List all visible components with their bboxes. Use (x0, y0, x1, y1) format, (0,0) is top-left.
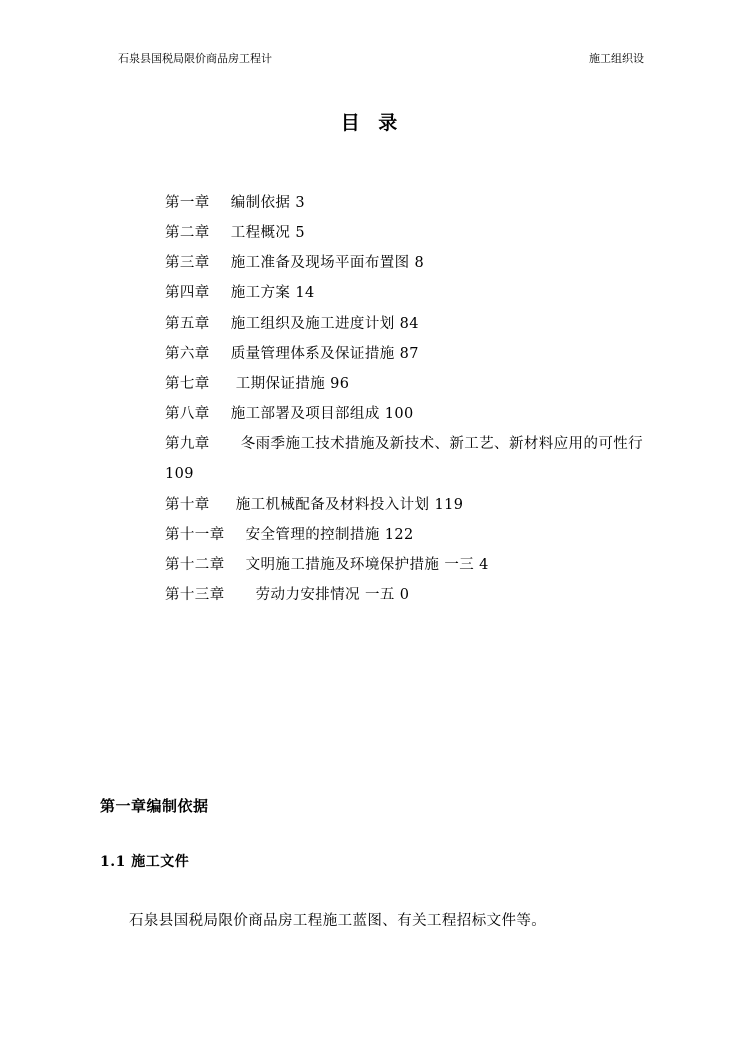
toc-chapter-label: 质量管理体系及保证措施 (230, 345, 395, 362)
toc-chapter-number: 第十三章 (165, 587, 225, 604)
toc-chapter-number: 第十一章 (165, 526, 225, 543)
toc-chapter-label: 施工方案 (230, 285, 291, 302)
toc-page-number: 14 (295, 285, 315, 302)
toc-entry[interactable] (165, 429, 665, 489)
toc-chapter-number: 第九章 (165, 436, 210, 453)
toc-chapter-label: 冬雨季施工技术措施及新技术、新工艺、新材料应用的可性行 (240, 436, 644, 453)
toc-entry[interactable] (165, 520, 665, 550)
toc-chapter-number: 第十二章 (165, 556, 225, 573)
toc-chapter-number: 第二章 (165, 225, 210, 242)
table-of-contents (165, 188, 665, 610)
chapter-1-heading: 第一章编制依据 (100, 797, 209, 815)
toc-chapter-label: 施工部署及项目部组成 (230, 406, 380, 423)
toc-entry[interactable] (165, 490, 665, 520)
toc-entry[interactable] (165, 399, 665, 429)
header-left-text: 石泉县国税局限价商品房工程计 (118, 52, 272, 65)
toc-chapter-label: 工程概况 (230, 225, 291, 242)
toc-chapter-label: 施工组织及施工进度计划 (230, 315, 395, 332)
toc-chapter-number: 第十章 (165, 496, 210, 513)
toc-chapter-number: 第五章 (165, 315, 210, 332)
toc-chapter-label: 工期保证措施 (235, 375, 326, 392)
toc-entry[interactable] (165, 248, 665, 278)
toc-page-number: 119 (434, 496, 464, 513)
toc-entry[interactable] (165, 188, 665, 218)
toc-chapter-label: 施工机械配备及材料投入计划 (235, 496, 430, 513)
toc-page-number: 84 (399, 315, 419, 332)
toc-entry[interactable] (165, 309, 665, 339)
toc-chapter-number: 第一章 (165, 195, 210, 211)
toc-chapter-label: 编制依据 (230, 195, 291, 211)
toc-chapter-label: 文明施工措施及环境保护措施 (245, 556, 440, 573)
toc-page-number: 3 (295, 195, 305, 211)
toc-page-number: 一三 4 (444, 556, 489, 573)
toc-chapter-label: 劳动力安排情况 (255, 587, 360, 604)
toc-entry[interactable] (165, 580, 665, 610)
toc-chapter-number: 第四章 (165, 285, 210, 302)
toc-page-number: 8 (414, 255, 425, 272)
toc-page-number: 87 (399, 345, 419, 362)
header-right-text: 施工组织设 (589, 52, 644, 65)
toc-page-number: 5 (295, 225, 305, 242)
toc-chapter-number: 第三章 (165, 255, 210, 272)
toc-entry[interactable] (165, 218, 665, 248)
page-header (118, 50, 644, 67)
page-title: 目 录 (340, 112, 404, 134)
toc-entry[interactable] (165, 278, 665, 308)
section-1-1-heading: 1.1 施工文件 (100, 854, 190, 870)
toc-chapter-number: 第六章 (165, 345, 210, 362)
toc-page-number: 96 (330, 375, 350, 392)
toc-entry[interactable] (165, 339, 665, 369)
toc-chapter-number: 第七章 (165, 375, 210, 392)
toc-page-number: 100 (384, 406, 414, 423)
toc-page-number: 109 (165, 466, 194, 483)
toc-chapter-label: 安全管理的控制措施 (245, 526, 380, 543)
toc-page-number: 122 (384, 526, 414, 543)
toc-entry[interactable] (165, 550, 665, 580)
toc-page-number: 一五 0 (364, 587, 410, 604)
toc-chapter-number: 第八章 (165, 406, 210, 423)
section-1-1-body: 石泉县国税局限价商品房工程施工蓝图、有关工程招标文件等。 (129, 913, 547, 929)
toc-entry[interactable] (165, 369, 665, 399)
toc-chapter-label: 施工准备及现场平面布置图 (230, 255, 410, 272)
